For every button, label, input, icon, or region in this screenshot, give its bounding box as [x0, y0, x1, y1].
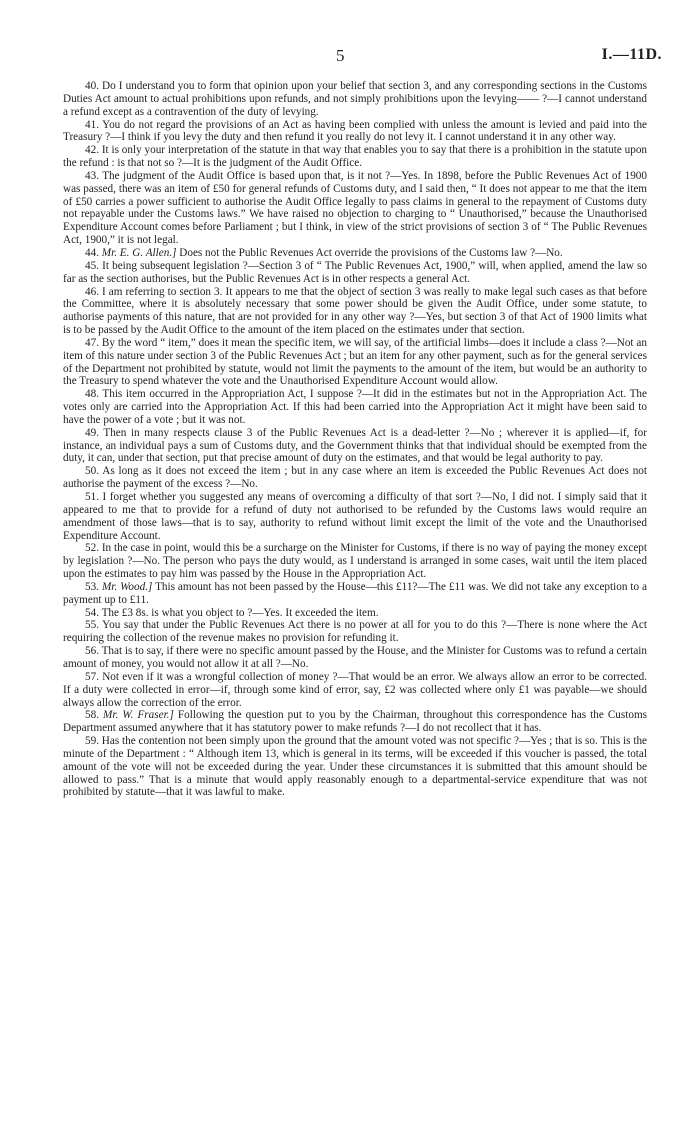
paragraph-number: 58. — [85, 709, 99, 722]
paragraph-number: 42. — [85, 144, 99, 157]
paragraph-number: 52. — [85, 542, 99, 555]
paragraph-number: 51. — [85, 491, 99, 503]
paragraph — [63, 671, 647, 710]
paragraph-number: 40. — [85, 80, 99, 92]
paragraph-number: 47. — [85, 336, 99, 349]
paragraph — [63, 581, 647, 607]
paragraph — [63, 260, 647, 286]
paragraph-text: The judgment of the Audit Office is based upon that, is it not ?—Yes. In 1898, before the Public Revenues Act of 1900 was passed, there was an item of £50 for general refunds of Customs duty, and I said then, “ It does not appear to me that the item of £50 carries a power sufficient to authorise the Audit Office legally to pass claims in general to the repayment of Customs duty not repayable under the Customs laws.” We have raised no objection to charging to “ Unauthorised,” because the Unauthorised Expenditure Account comes before Parliament ; but I think, in view of the strict provisions of section 3 of “ The Public Revenues Act, 1900,” it is not legal. — [63, 169, 647, 247]
paragraph-number: 44. — [85, 246, 99, 259]
paragraph — [63, 337, 647, 388]
paragraph-text: I forget whether you suggested any means of overcoming a difficulty of that sort ?—No, I did not. I simply said that it appeared to me that to provide for a refund of duty not authorised to be refunded by the Customs laws would require an amendment of those laws—that is to say, authority to refund without limit except the limit of the vote and the Unauthorised Expenditure Account. — [63, 491, 647, 542]
paragraph-number: 53. — [85, 580, 99, 593]
paragraph-text: In the case in point, would this be a surcharge on the Minister for Customs, if there is no way of paying the money except by legislation ?—No. The person who pays the duty would, as I understand is arranged in some cases, wait until the item placed upon the estimates to pay him was passed by the House in the Appropriation Act. — [63, 542, 647, 581]
testimony-body — [63, 80, 647, 799]
paragraph — [63, 427, 647, 466]
paragraph-text: You do not regard the provisions of an Act as having been complied with unless the amount is levied and paid into the Treasury ?—I think if you levy the duty and then refund it you really do not levy it. I cannot understand it in any other way. — [63, 118, 647, 144]
paragraph-text: The £3 8s. is what you object to ?—Yes. It exceeded the item. — [101, 606, 379, 619]
paragraph-number: 57. — [85, 670, 99, 683]
paragraph-text: As long as it does not exceed the item ; but in any case where an item is exceeded the Public Revenues Act does not authorise the payment of the excess ?—No. — [63, 465, 647, 491]
paragraph — [63, 388, 647, 427]
speaker-name: Mr. W. Fraser.] — [103, 709, 174, 722]
paragraph — [63, 607, 647, 620]
paragraph-number: 41. — [85, 118, 99, 131]
paragraph-number: 55. — [85, 619, 99, 632]
paragraph — [63, 735, 647, 799]
paragraph-text: Then in many respects clause 3 of the Public Revenues Act is a dead-letter ?—No ; wherever it is applied—if, for instance, an individual pays a sum of Customs duty, and the Government thinks that that individual should be exempted from the duty, it can, under that section, put that precise amount of duty on the estimates, and that would be legal authority to pay. — [63, 426, 647, 465]
paragraph-number: 56. — [85, 645, 99, 658]
speaker-name: Mr. E. G. Allen.] — [101, 246, 177, 259]
paragraph — [63, 247, 647, 260]
paragraph-text: That is to say, if there were no specific amount passed by the House, and the Minister for Customs was to refund a certain amount of money, you would not allow it at all ?—No. — [63, 645, 647, 670]
paragraph — [63, 491, 647, 542]
paragraph-number: 48. — [85, 388, 99, 401]
page-header — [0, 46, 700, 68]
paragraph — [63, 709, 647, 735]
paragraph — [63, 80, 647, 119]
page-number: 5 — [336, 46, 345, 65]
paragraph-text: I am referring to section 3. It appears to me that the object of section 3 was really to make legal such cases as that before the Committee, where it is absolutely necessary that some power should be given the Audit Office, under some statute, to authorise payments of this nature, that are not provided for in any other way ?—Yes, but section 3 of that Act of 1900 limits what is to be passed by the Audit Office to the amount of the item placed on the estimates under that section. — [63, 285, 647, 337]
document-reference: I.—11D. — [601, 46, 662, 63]
paragraph-number: 49. — [85, 426, 99, 439]
speaker-name: Mr. Wood.] — [101, 580, 153, 593]
paragraph-text: Do I understand you to form that opinion upon your belief that section 3, and any corresponding sections in the Customs Duties Act amount to actual prohibitions upon refunds, and not simply prohibitions upon the levying—— ?—I cannot understand a refund except as a contravention of the duty of levying. — [63, 80, 647, 118]
paragraph-text: This item occurred in the Appropriation Act, I suppose ?—It did in the estimates but not in the Appropriation Act. The votes only are carried into the Appropriation Act. If this had been carried into the Appropriation Act it might have been said to have the power of a vote ; but it was not. — [63, 388, 647, 426]
paragraph — [63, 144, 647, 170]
paragraph — [63, 465, 647, 491]
paragraph-text: It being subsequent legislation ?—Section 3 of “ The Public Revenues Act, 1900,” will, when applied, amend the law so far as the section authorises, but the Public Revenues Act is in other respects a general Act. — [63, 259, 648, 285]
paragraph-text: Following the question put to you by the Chairman, throughout this correspondence has the Customs Department assumed anywhere that it has statutory power to make refunds ?—I do not recollect that it has. — [63, 709, 648, 735]
paragraph-text: Has the contention not been simply upon the ground that the amount voted was not specific ?—Yes ; that is so. This is the minute of the Department : “ Although item 13, which is general in its terms, will be exceeded if this voucher is passed, the total amount of the vote will not be exceeded during the year. Under these circumstances it is submitted that this amount should be allowed to pass.” That is a minute that would apply reasonably enough to a departmental-service expenditure that was not prohibited by statute—that it was lawful to make. — [63, 735, 647, 799]
paragraph — [63, 170, 647, 247]
paragraph-number: 46. — [85, 285, 99, 298]
paragraph-text: It is only your interpretation of the statute in that way that enables you to say that there is a prohibition in the statute upon the refund : is that not so ?—It is the judgment of the Audit Office. — [63, 144, 648, 170]
paragraph-number: 43. — [85, 169, 99, 182]
paragraph-text: You say that under the Public Revenues Act there is no power at all for you to do this ?—There is none where the Act requiring the collection of the revenue makes no provision for refunding it. — [63, 619, 647, 645]
paragraph-text: By the word “ item,” does it mean the specific item, we will say, of the artificial limbs—does it include a class ?—Not an item of this nature under section 3 of the Public Revenues Act ; but an item for any other payment, such as for the general services of the Department not prohibited by statute, would not limit the payments to the amount of the item, but would be an authority to the Treasury to spend whatever the vote and the Unauthorised Expenditure Account would allow. — [63, 336, 647, 388]
paragraph-text: Not even if it was a wrongful collection of money ?—That would be an error. We always allow an error to be corrected. If a duty were collected in error—if, through some kind of error, say, £2 was collected where only £1 was payable—we should always allow the correction of the error. — [63, 670, 647, 709]
paragraph — [63, 619, 647, 645]
paragraph — [63, 286, 647, 337]
paragraph-number: 45. — [85, 259, 99, 272]
paragraph — [63, 542, 647, 581]
paragraph-number: 54. — [85, 606, 99, 619]
paragraph-text: This amount has not been passed by the House—this £11?—The £11 was. We did not take any exception to a payment up to £11. — [63, 580, 647, 606]
paragraph — [63, 645, 647, 671]
paragraph — [63, 119, 647, 145]
paragraph-number: 50. — [85, 465, 99, 478]
paragraph-text: Does not the Public Revenues Act override the provisions of the Customs law ?—No. — [179, 246, 563, 259]
paragraph-number: 59. — [85, 735, 99, 748]
